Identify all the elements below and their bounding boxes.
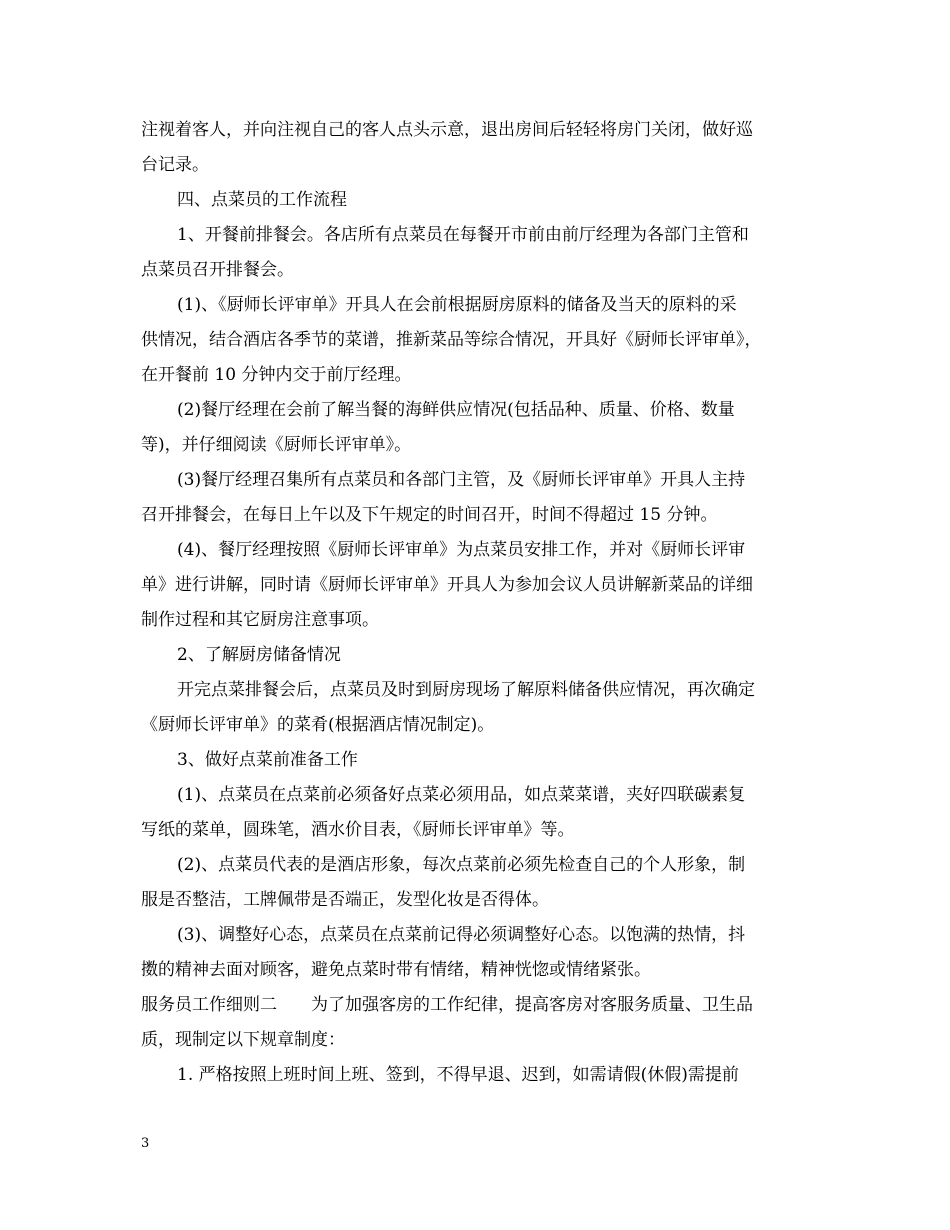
text-line: 等)，并仔细阅读《厨师长评审单》。	[141, 435, 412, 455]
text-line: (2)餐厅经理在会前了解当餐的海鲜供应情况(包括品种、质量、价格、数量	[177, 400, 735, 420]
text-line: 3、做好点菜前准备工作	[177, 750, 358, 770]
text-line: 四、点菜员的工作流程	[177, 190, 347, 210]
text-line: (2)、点菜员代表的是酒店形象，每次点菜前必须先检查自己的个人形象，制	[177, 855, 746, 875]
text-line: 擞的精神去面对顾客，避免点菜时带有情绪，精神恍惚或情绪紧张。	[141, 960, 651, 980]
body-text	[141, 113, 813, 1093]
text-line: 在开餐前 10 分钟内交于前厅经理。	[141, 365, 412, 385]
text-line: 1. 严格按照上班时间上班、签到，不得早退、迟到，如需请假(休假)需提前	[177, 1065, 739, 1085]
text-line: 质，现制定以下规章制度：	[141, 1030, 345, 1050]
text-line: 服是否整洁，工牌佩带是否端正，发型化妆是否得体。	[141, 890, 549, 910]
text-line: (3)、调整好心态，点菜员在点菜前记得必须调整好心态。以饱满的热情，抖	[177, 925, 746, 945]
text-line: 写纸的菜单，圆珠笔，酒水价目表，《厨师长评审单》等。	[141, 820, 575, 840]
text-line: 点菜员召开排餐会。	[141, 260, 294, 280]
text-line: (3)餐厅经理召集所有点菜员和各部门主管，及《厨师长评审单》开具人主持	[177, 470, 746, 490]
text-line: (1)、《厨师长评审单》开具人在会前根据厨房原料的储备及当天的原料的采	[177, 295, 737, 315]
text-line: 制作过程和其它厨房注意事项。	[141, 610, 379, 630]
page-number: 3	[141, 1136, 150, 1151]
text-line: 《厨师长评审单》的菜肴(根据酒店情况制定)。	[141, 715, 495, 735]
text-line: 注视着客人，并向注视自己的客人点头示意，退出房间后轻轻将房门关闭，做好巡	[141, 120, 753, 140]
text-line: 供情况，结合酒店各季节的菜谱，推新菜品等综合情况，开具好《厨师长评审单》，	[141, 330, 762, 350]
text-line: (1)、点菜员在点菜前必须备好点菜必须用品，如点菜菜谱，夹好四联碳素复	[177, 785, 746, 805]
text-line: 台记录。	[141, 155, 209, 175]
text-line: 单》进行讲解，同时请《厨师长评审单》开具人为参加会议人员讲解新菜品的详细	[141, 575, 753, 595]
text-line: 1、开餐前排餐会。各店所有点菜员在每餐开市前由前厅经理为各部门主管和	[177, 225, 749, 245]
text-line: 2、了解厨房储备情况	[177, 645, 341, 665]
text-line: 服务员工作细则二 为了加强客房的工作纪律，提高客房对客服务质量、卫生品	[141, 995, 753, 1015]
text-line: 开完点菜排餐会后，点菜员及时到厨房现场了解原料储备供应情况，再次确定	[177, 680, 755, 700]
text-line: (4)、餐厅经理按照《厨师长评审单》为点菜员安排工作，并对《厨师长评审	[177, 540, 746, 560]
text-line: 召开排餐会，在每日上午以及下午规定的时间召开，时间不得超过 15 分钟。	[141, 505, 718, 525]
